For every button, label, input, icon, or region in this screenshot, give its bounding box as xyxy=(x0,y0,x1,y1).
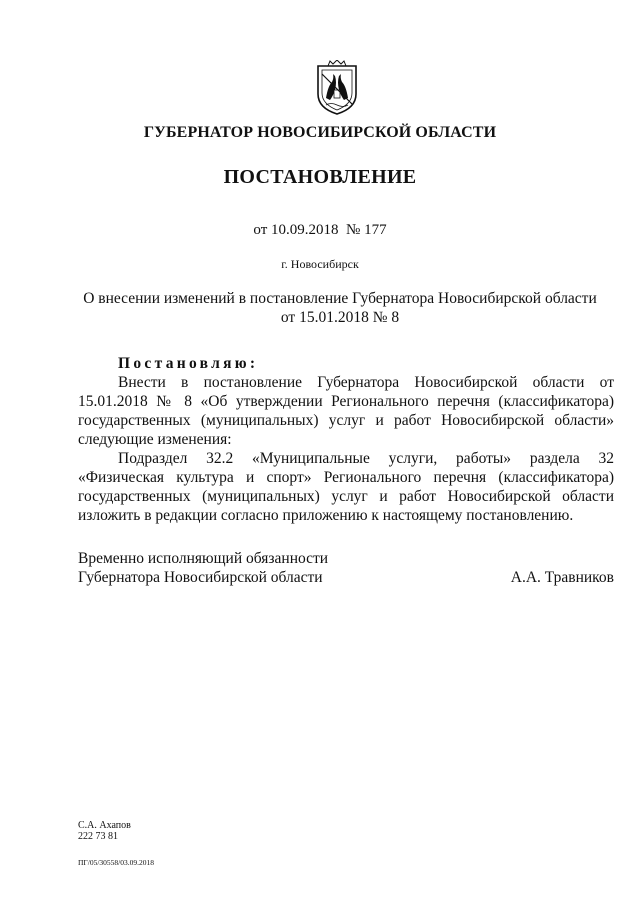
title-line-2: от 15.01.2018 № 8 xyxy=(280,309,400,326)
registration-number: ПГ/05/30558/03.09.2018 xyxy=(78,858,155,867)
document-date: от 10.09.2018 xyxy=(253,222,339,238)
decree-word: Постановляю: xyxy=(118,355,259,372)
body-paragraph-2: Подраздел 32.2 «Муниципальные услуги, работы» раздела 32 «Физическая культура и спорт» Регионального перечня (классификатора) государственных (муниципальных) услуг и работ Новосибирской области изложить в редакции согласно приложению к настоящему постановлению. xyxy=(78,450,614,524)
executor-block xyxy=(78,820,131,842)
date-number-line xyxy=(0,222,640,239)
title-line-1: О внесении изменений в постановление Губернатора Новосибирской области xyxy=(83,290,597,307)
body-paragraph-1: Внести в постановление Губернатора Новосибирской области от 15.01.2018 № 8 «Об утверждении Регионального перечня (классификатора) государственных (муниципальных) услуг и работ Новосибирской области» следующие изменения: xyxy=(78,374,614,448)
signature-block xyxy=(78,549,614,587)
document-type: ПОСТАНОВЛЕНИЕ xyxy=(223,166,417,188)
signatory-name: А.А. Травников xyxy=(510,569,614,586)
document-city: г. Новосибирск xyxy=(281,257,359,271)
document-title xyxy=(60,289,620,327)
executor-phone: 222 73 81 xyxy=(78,831,118,842)
document-body xyxy=(78,354,614,525)
coat-of-arms-icon xyxy=(314,60,360,116)
document-number: № 177 xyxy=(346,222,387,238)
signatory-position-line-1: Временно исполняющий обязанности xyxy=(78,550,329,567)
signatory-position-line-2: Губернатора Новосибирской области xyxy=(78,569,323,586)
decree-heading xyxy=(78,354,614,373)
executor-name: С.А. Ахапов xyxy=(78,820,131,831)
signature-row xyxy=(78,568,614,587)
issuing-authority: ГУБЕРНАТОР НОВОСИБИРСКОЙ ОБЛАСТИ xyxy=(143,124,497,141)
